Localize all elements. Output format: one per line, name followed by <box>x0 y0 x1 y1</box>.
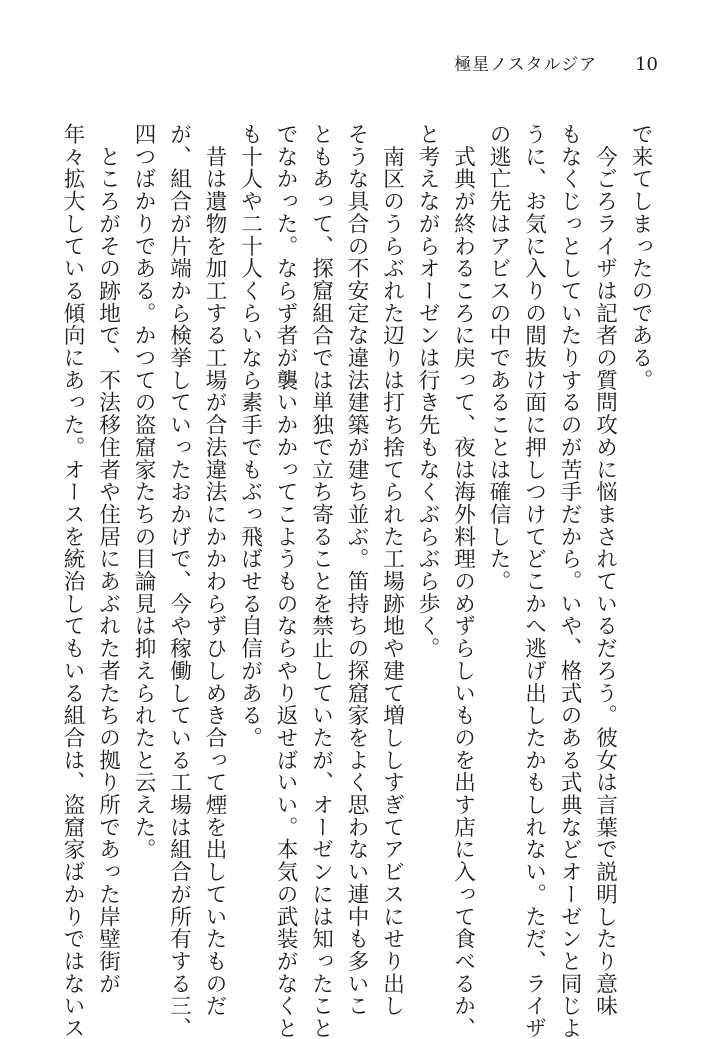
page-number: 10 <box>635 54 658 75</box>
text-line: でなかった。ならず者が襲いかかってこようものならやり返せばいい。本気の武装がなくと <box>273 123 298 1039</box>
text-line: ともあって、探窟組合では単独で立ち寄ることを禁止していたが、オーゼンには知ったこと <box>308 123 334 1039</box>
running-head <box>454 50 658 75</box>
text-line: 年々拡大している傾向にあった。オースを統治してもいる組合は、盗窟家ばかりではないス <box>60 123 85 1039</box>
text-line: 南区のうらぶれた辺りは打ち捨てられた工場跡地や建て増ししすぎてアビスにせり出し <box>379 123 405 1017</box>
book-title: 極星ノスタルジア <box>454 55 598 75</box>
text-line: 今ごろライザは記者の質問攻めに悩まされているだろう。彼女は言葉で説明したり意味 <box>592 123 618 1017</box>
text-line: 昔は遺物を加工する工場が合法違法にかかわらずひしめき合って煙を出していたものだ <box>202 123 227 1017</box>
text-line: 式典が終わるころに戻って、夜は海外料理のめずらしいものを出す店に入って食べるか、 <box>450 123 476 1039</box>
body-text <box>60 123 658 1039</box>
text-line: と考えながらオーゼンは行き先もなくぶらぶら歩く。 <box>415 123 440 660</box>
text-line: が、組合が片端から検挙していったおかげで、今や稼働している工場は組合が所有する三、 <box>166 123 192 1039</box>
text-line: ところがその跡地で、不法移住者や住居にあぶれた者たちの拠り所であった岸壁街が <box>95 123 121 995</box>
text-line: うに、お気に入りの間抜け面に押しつけてどこかへ逃げ出したかもしれない。ただ、ライザ <box>521 123 547 1039</box>
text-line: の逃亡先はアビスの中であることは確信した。 <box>486 123 511 593</box>
text-line: 四つばかりである。かつての盗窟家たちの目論見は抑えられたと云えた。 <box>131 123 156 861</box>
text-line: も十人や二十人くらいなら素手でもぶっ飛ばせる自信がある。 <box>237 123 263 749</box>
text-line: そうな具合の不安定な違法建築が建ち並ぶ。笛持ちの探窟家をよく思わない連中も多いこ <box>344 123 369 1017</box>
text-line: で来てしまったのである。 <box>628 123 653 392</box>
text-line: もなくじっとしていたりするのが苦手だから。いや、格式のある式典などオーゼンと同じよ <box>557 123 582 1039</box>
